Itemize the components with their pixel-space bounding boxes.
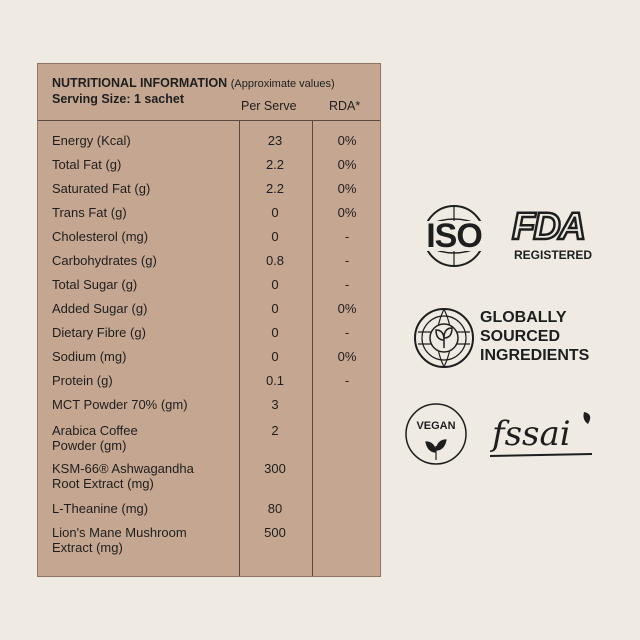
per-serve-value: 80 [267, 501, 283, 516]
col-rda: RDA* [329, 99, 361, 113]
per-serve-value: 2.2 [265, 181, 285, 196]
per-serve-value: 0 [271, 229, 279, 244]
col-divider-2 [312, 120, 313, 576]
per-serve-value: 0 [271, 205, 279, 220]
vegan-leaf-icon [404, 402, 468, 466]
nutrient-name: Lion's Mane Mushroom Extract (mg) [52, 525, 187, 555]
nutrient-name: Total Sugar (g) [52, 277, 138, 292]
serving-size: Serving Size: 1 sachet [52, 92, 185, 106]
nutrient-name: Trans Fat (g) [52, 205, 127, 220]
header-divider [38, 120, 380, 121]
per-serve-value: 0 [271, 349, 279, 364]
iso-label: ISO [426, 217, 482, 255]
vegan-label: VEGAN [416, 420, 456, 432]
nutrient-name: Energy (Kcal) [52, 133, 131, 148]
per-serve-value: 0.8 [265, 253, 285, 268]
globe-leaf-icon [412, 306, 476, 370]
rda-value: - [344, 253, 350, 268]
rda-value: 0% [337, 349, 357, 364]
fssai-logo [488, 410, 598, 464]
rda-value: 0% [337, 133, 357, 148]
nutrient-name: Carbohydrates (g) [52, 253, 157, 268]
nutrient-name: Added Sugar (g) [52, 301, 148, 316]
nutrient-name: Sodium (mg) [52, 349, 127, 364]
per-serve-value: 500 [264, 525, 286, 540]
table-title: NUTRITIONAL INFORMATION (Approximate values) [52, 76, 335, 90]
rda-value: - [344, 325, 350, 340]
rda-value: - [344, 277, 350, 292]
rda-value: 0% [337, 301, 357, 316]
rda-value: 0% [337, 205, 357, 220]
per-serve-value: 23 [267, 133, 283, 148]
nutrient-name: L-Theanine (mg) [52, 501, 149, 516]
nutrient-name: Total Fat (g) [52, 157, 122, 172]
per-serve-value: 3 [271, 397, 279, 412]
per-serve-value: 2.2 [265, 157, 285, 172]
rda-value: - [344, 229, 350, 244]
nutrient-name: Cholesterol (mg) [52, 229, 149, 244]
per-serve-value: 0 [271, 325, 279, 340]
vegan-badge [404, 402, 468, 466]
nutrient-name: Saturated Fat (g) [52, 181, 151, 196]
fda-badge [510, 206, 600, 266]
rda-value: 0% [337, 181, 357, 196]
per-serve-value: 0 [271, 301, 279, 316]
per-serve-value: 300 [264, 461, 286, 476]
per-serve-value: 0 [271, 277, 279, 292]
nutrition-table [37, 63, 381, 577]
fda-label: FDA [512, 206, 585, 248]
rda-value: - [344, 373, 350, 388]
per-serve-value: 0.1 [265, 373, 285, 388]
col-per-serve: Per Serve [241, 99, 297, 113]
iso-badge [412, 204, 496, 268]
per-serve-value: 2 [271, 423, 279, 438]
fssai-label: fssai [492, 414, 571, 454]
nutrient-name: Arabica Coffee Powder (gm) [52, 423, 138, 453]
nutrient-name: Dietary Fibre (g) [52, 325, 146, 340]
nutrient-name: KSM-66® Ashwagandha Root Extract (mg) [52, 461, 194, 491]
rda-value: 0% [337, 157, 357, 172]
fda-registered: REGISTERED [514, 248, 593, 262]
nutrient-name: MCT Powder 70% (gm) [52, 397, 188, 412]
globally-sourced-text: GLOBALLY SOURCED INGREDIENTS [480, 309, 590, 364]
nutrient-name: Protein (g) [52, 373, 113, 388]
fssai-underline-icon [488, 410, 598, 464]
